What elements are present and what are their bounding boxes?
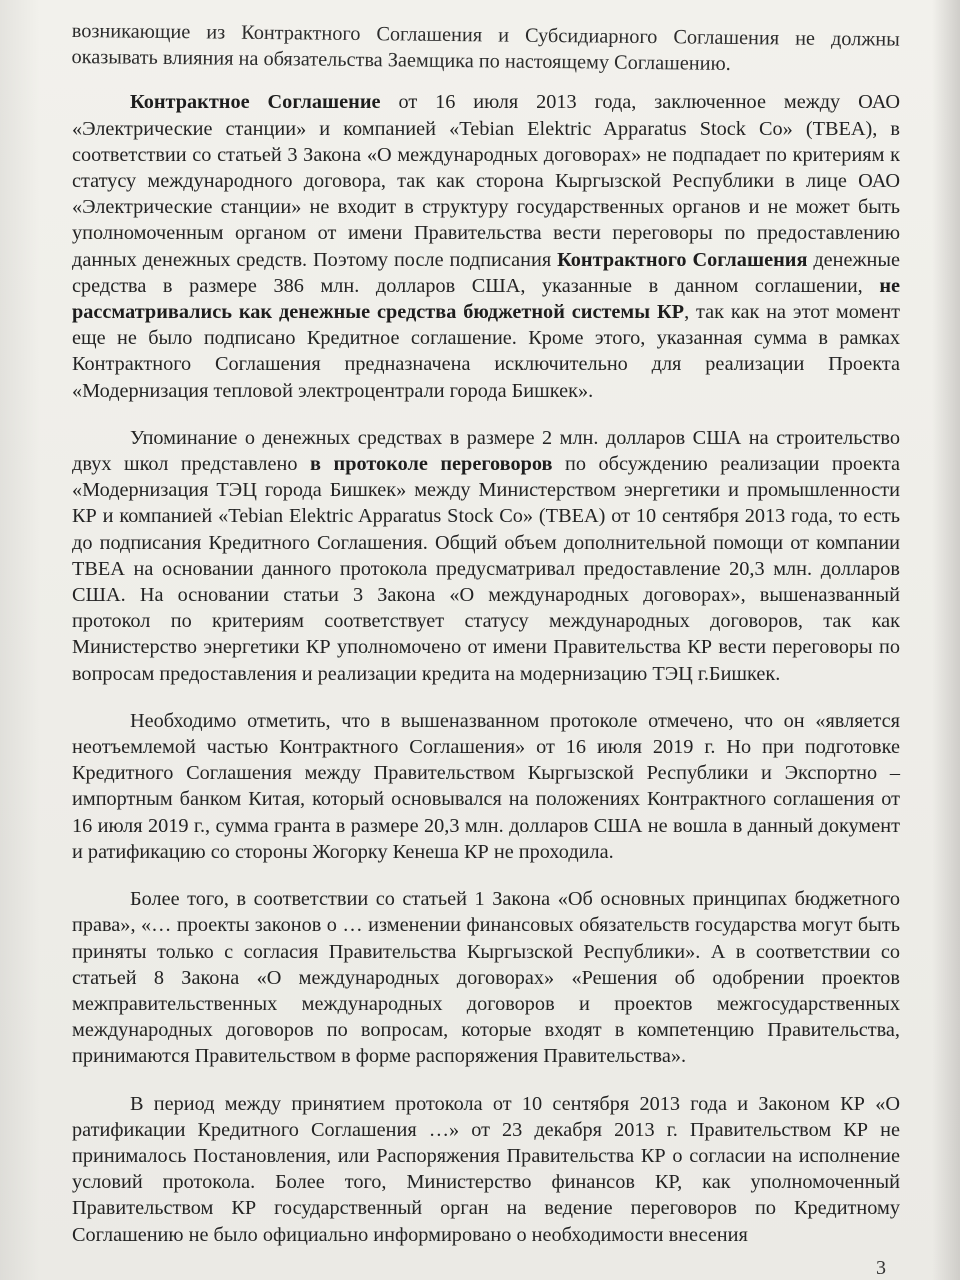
bold-term: не рассматривались как денежные средства бюджетной системы КР — [72, 274, 900, 324]
bold-term: в протоколе переговоров — [310, 453, 553, 476]
text-run: денежные средства в размере 386 млн. долларов США, указанные в данном соглашении, — [72, 248, 900, 297]
page-shadow-right — [932, 0, 960, 1280]
text-run: Упоминание о денежных средствах в размере 2 млн. долларов США на строительство двух школ представлено — [72, 426, 900, 476]
paragraph-grant-note: Необходимо отметить, что в вышеназванном протоколе отмечено, что он «является неотъемлемой частью Контрактного Соглашения» от 16 июля 2019 г. Но при подготовке Кредитного Соглашения между Правительством Кыргызской Республики и Экспортно – импортным банком Китая, который основывался на положениях Контрактного соглашения от 16 июля 2019 г., сумма гранта в размере 20,3 млн. долларов США не вошла в данный документ и ратификацию со стороны Жогорку Кенеша КР не проходила. — [72, 709, 900, 863]
text-run: по обсуждению реализации проекта «Модернизация ТЭЦ города Бишкек» между Министерством энергетики и промышленности КР и компанией «Tebian Elektric Apparatus Stock Co» (ТВЕА) от 10 сентября 2013 года, то есть до подписания Кредитного Соглашения. Общий объем дополнительной помощи от компании ТВЕА на основании данного протокола предусматривал предоставление 20,3 млн. долларов США. На основании статьи 3 Закона «О международных договорах», вышеназванный протокол по критериям соответствует статусу международных договоров, так как Министерство энергетики КР уполномочено от имени Правительства КР вести переговоры по вопросам предоставления и реализации кредита на модернизацию ТЭЦ г.Бишкек. — [72, 453, 900, 685]
paragraph-negotiation-protocol — [72, 425, 900, 687]
paragraph-ratification-period: В период между принятием протокола от 10 сентября 2013 года и Законом КР «О ратификации Кредитного Соглашения …» от 23 декабря 2013 г. Правительством КР не принималось Постановления, или Распоряжения Правительства КР о согласии на исполнение условий протокола. Более того, Министерство финансов КР, как уполномоченный Правительством КР государственный орган на ведение переговоров по Кредитному Соглашению не было официально информировано о необходимости внесения — [72, 1092, 900, 1246]
bold-term: Контрактного Соглашения — [557, 248, 808, 271]
paragraph-budget-law: Более того, в соответствии со статьей 1 Закона «Об основных принципах бюджетного права», «… проекты законов о … изменении финансовых обязательств государства могут быть приняты только с согласия Правительства Кыргызской Республики». А в соответствии со статьей 8 Закона «О международных договорах» «Решения об одобрении проектов межправительственных международных договоров и проектов межгосударственных международных договоров по вопросам, которые входят в компетенцию Правительства, принимаются Правительством в форме распоряжения Правительства». — [72, 888, 900, 1068]
document-body — [72, 18, 900, 1248]
bold-term: Контрактное Соглашение — [130, 91, 381, 114]
text-run: , так как на этот момент еще не было подписано Кредитное соглашение. Кроме этого, указанная сумма в рамках Контрактного Соглашения предназначена исключительно для реализации Проекта «Модернизация тепловой электроцентрали города Бишкек». — [72, 301, 901, 402]
page-shadow-left — [0, 0, 40, 1280]
page-number: 3 — [876, 1257, 886, 1279]
paragraph-contract-agreement — [72, 89, 900, 403]
paragraph-continuation: возникающие из Контрактного Соглашения и Субсидиарного Соглашения не должны оказывать влияния на обязательства Заемщика по настоящему Соглашению. — [71, 19, 900, 76]
text-run: от 16 июля 2013 года, заключенное между ОАО «Электрические станции» и компанией «Tebian Elektric Apparatus Stock Co» (ТВЕА), в соответствии со статьей 3 Закона «О международных договорах» не подпадает по критериям к статусу международного договора, так как сторона Кыргызской Республики в лице ОАО «Электрические станции» не входит в структуру государственных органов и не может быть уполномоченным органом от имени Правительства вести переговоры по предоставлению данных денежных средств. Поэтому после подписания — [72, 91, 900, 271]
